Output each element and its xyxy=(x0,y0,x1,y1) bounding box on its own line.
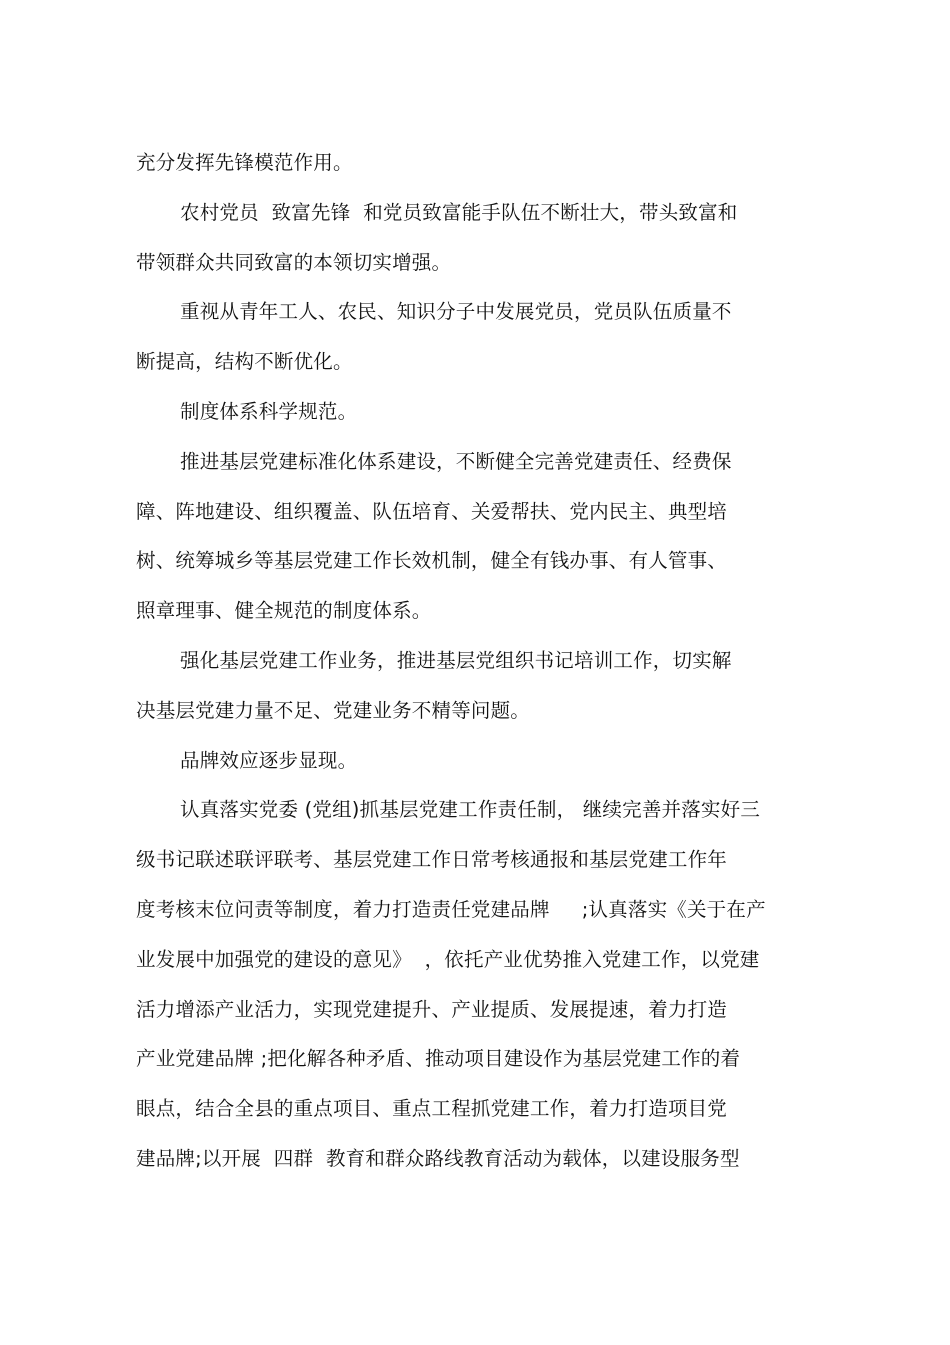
body-text xyxy=(136,138,816,1184)
text-line-1: 充分发挥先锋模范作用。 xyxy=(136,151,353,174)
text-line-18: 活力增添产业活力，实现党建提升、产业提质、发展提速，着力打造 xyxy=(136,997,728,1021)
text-line-4: 重视从青年工人、农民、知识分子中发展党员，党员队伍质量不 xyxy=(180,300,732,324)
text-line-11: 强化基层党建工作业务，推进基层党组织书记培训工作，切实解 xyxy=(180,648,732,672)
text-line-15: 级书记联述联评联考、基层党建工作日常考核通报和基层党建工作年 xyxy=(136,848,728,872)
text-line-12: 决基层党建力量不足、党建业务不精等问题。 xyxy=(136,698,531,722)
text-line-17: 业发展中加强党的建设的意见》 ，依托产业优势推入党建工作，以党建 xyxy=(136,947,760,971)
section-heading-brand: 品牌效应逐步显现。 xyxy=(180,748,358,772)
text-line-14: 认真落实党委 (党组)抓基层党建工作责任制， 继续完善并落实好三 xyxy=(180,798,761,822)
text-line-9: 树、统筹城乡等基层党建工作长效机制，健全有钱办事、有人管事、 xyxy=(136,549,728,573)
text-line-3: 带领群众共同致富的本领切实增强。 xyxy=(136,250,452,274)
text-line-10: 照章理事、健全规范的制度体系。 xyxy=(136,599,432,623)
text-line-8: 障、阵地建设、组织覆盖、队伍培育、关爱帮扶、党内民主、典型培 xyxy=(136,499,728,523)
text-line-16: 度考核末位问责等制度，着力打造责任党建品牌 ;认真落实《关于在产 xyxy=(136,897,766,921)
text-line-20: 眼点，结合全县的重点项目、重点工程抓党建工作，着力打造项目党 xyxy=(136,1097,728,1121)
text-line-21: 建品牌;以开展 四群 教育和群众路线教育活动为载体，以建设服务型 xyxy=(136,1146,740,1170)
text-line-2: 农村党员 致富先锋 和党员致富能手队伍不断壮大，带头致富和 xyxy=(180,200,738,224)
section-heading-system: 制度体系科学规范。 xyxy=(180,399,358,423)
text-line-5: 断提高，结构不断优化。 xyxy=(136,350,353,374)
text-line-7: 推进基层党建标准化体系建设，不断健全完善党建责任、经费保 xyxy=(180,449,732,473)
text-line-19: 产业党建品牌 ;把化解各种矛盾、推动项目建设作为基层党建工作的着 xyxy=(136,1047,741,1071)
